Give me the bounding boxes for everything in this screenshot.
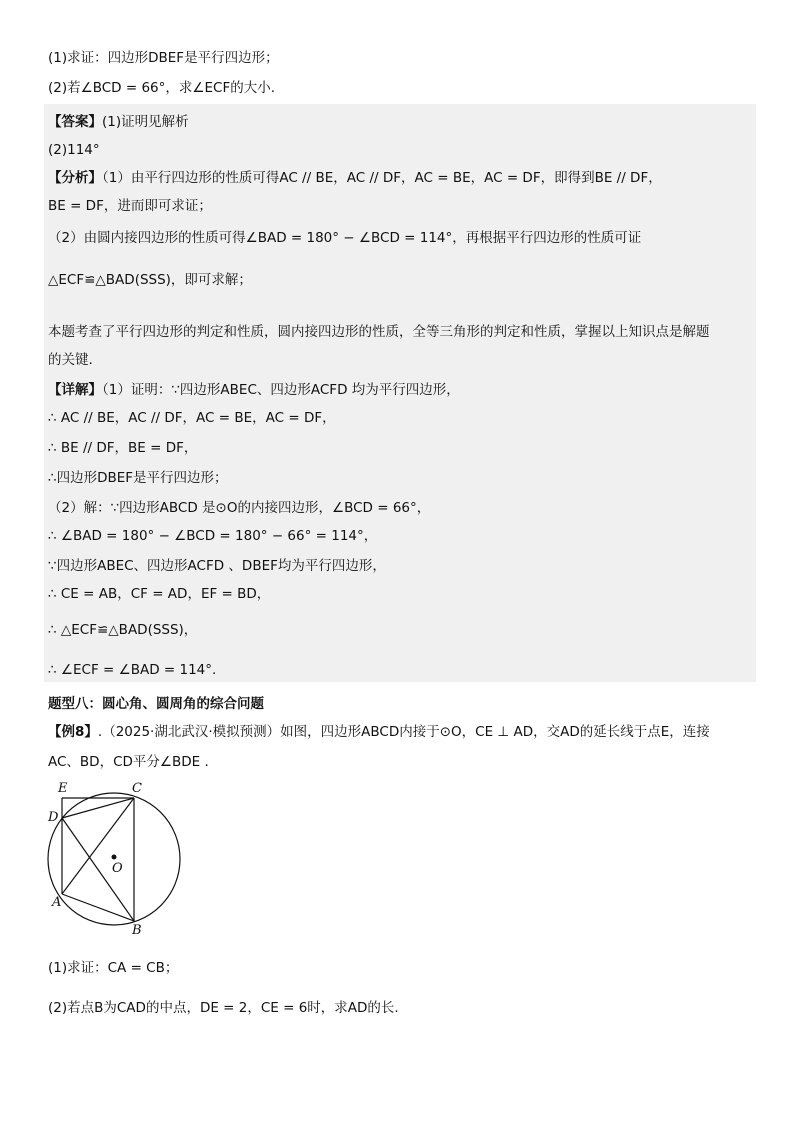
label-e: E (58, 781, 68, 796)
detail-text-1: （1）证明：∵四边形ABEC、四边形ACFD 均为平行四边形， (102, 382, 460, 398)
label-o: O (112, 861, 123, 876)
detail-line-10: ∴ ∠ECF = ∠BAD = 114°. (48, 662, 217, 678)
analysis-line-3: （2）由圆内接四边形的性质可得∠BAD = 180° − ∠BCD = 114°，再根据平行四边形的性质可证 (48, 230, 642, 246)
example-question-2: (2)若点B为CAD的中点，DE = 2，CE = 6时，求AD的长. (48, 1000, 399, 1016)
answer-1: (1)证明见解析 (102, 114, 189, 130)
label-c: C (132, 781, 142, 796)
detail-line-9: ∴ △ECF≌△BAD(SSS)， (48, 622, 198, 638)
segment-ca (62, 798, 134, 894)
example-line-1 (48, 722, 710, 742)
label-a: A (52, 895, 62, 910)
section-title: 题型八：圆心角、圆周角的综合问题 (48, 696, 264, 712)
label-b: B (132, 923, 142, 936)
geometry-figure (40, 776, 200, 936)
answer-line-1 (48, 112, 189, 132)
analysis-line-5: 本题考查了平行四边形的判定和性质，圆内接四边形的性质，全等三角形的判定和性质，掌握以上知识点是解题 (48, 324, 710, 340)
detail-label: 【详解】 (48, 382, 102, 398)
detail-line-5: （2）解：∵四边形ABCD 是⊙O的内接四边形，∠BCD = 66°， (48, 500, 431, 516)
analysis-text-1: （1）由平行四边形的性质可得AC // BE，AC // DF，AC = BE，AC = DF，即得到BE // DF， (102, 170, 662, 186)
center-point (112, 855, 117, 860)
detail-line-1 (48, 380, 460, 400)
analysis-line-2: BE = DF，进而即可求证； (48, 198, 212, 214)
analysis-line-6: 的关键. (48, 352, 93, 368)
answer-2: (2)114° (48, 142, 100, 158)
segment-db (62, 818, 134, 921)
detail-line-4: ∴四边形DBEF是平行四边形； (48, 470, 228, 486)
answer-label: 【答案】 (48, 114, 102, 130)
analysis-line-1 (48, 168, 662, 188)
analysis-label: 【分析】 (48, 170, 102, 186)
example-line-2: AC、BD，CD平分∠BDE . (48, 754, 209, 770)
detail-line-8: ∴ CE = AB，CF = AD，EF = BD， (48, 586, 271, 602)
analysis-line-4: △ECF≌△BAD(SSS)，即可求解； (48, 272, 252, 288)
label-d: D (48, 810, 59, 825)
example-text-1: .（2025·湖北武汉·模拟预测）如图，四边形ABCD内接于⊙O，CE ⊥ AD，交AD的延长线于点E，连接 (97, 724, 710, 740)
example-question-1: (1)求证：CA = CB； (48, 960, 179, 976)
question-1: (1)求证：四边形DBEF是平行四边形； (48, 50, 279, 66)
detail-line-7: ∵四边形ABEC、四边形ACFD 、DBEF均为平行四边形， (48, 558, 386, 574)
detail-line-3: ∴ BE // DF，BE = DF， (48, 440, 198, 456)
example-label: 【例8】 (48, 724, 98, 740)
question-2: (2)若∠BCD = 66°，求∠ECF的大小. (48, 80, 276, 96)
detail-line-6: ∴ ∠BAD = 180° − ∠BCD = 180° − 66° = 114°， (48, 528, 378, 544)
detail-line-2: ∴ AC // BE，AC // DF，AC = BE，AC = DF， (48, 410, 336, 426)
segment-ab (62, 894, 134, 921)
